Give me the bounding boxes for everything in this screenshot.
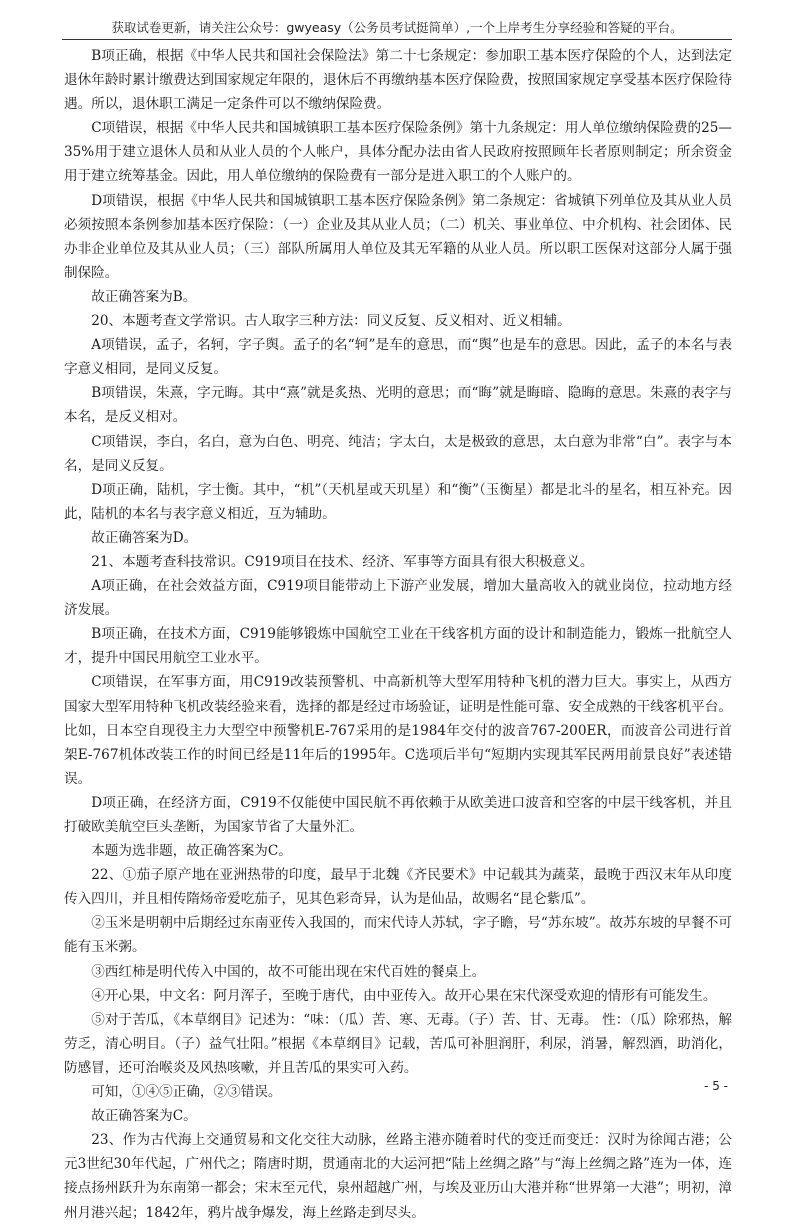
- paragraph: C项错误，李白，名白，意为白色、明亮、纯洁；字太白，太是极致的意思，太白意为非常“白”。表字与本名，是同义反复。: [64, 433, 732, 474]
- page-number: - 5 -: [704, 1079, 728, 1093]
- paragraph: A项正确，在社会效益方面，C919项目能带动上下游产业发展，增加大量高收入的就业岗位，拉动地方经济发展。: [64, 578, 732, 619]
- paragraph: D项错误，根据《中华人民共和国城镇职工基本医疗保险条例》第二条规定：省城镇下列单位及其从业人员必须按照本条例参加基本医疗保险：（一）企业及其从业人员；（二）机关、事业单位、中介机构、社会团体、民办非企业单位及其从业人员；（三）部队所属用人单位及其无军籍的从业人员。所以职工医保对这部分人属于强制保险。: [64, 192, 732, 281]
- paragraph: 21、本题考查科技常识。C919项目在技术、经济、军事等方面具有很大积极意义。: [91, 553, 594, 570]
- paragraph: 20、本题考查文学常识。古人取字三种方法：同义反复、反义相对、近义相辅。: [91, 313, 571, 330]
- paragraph: C项错误，在军事方面，用C919改装预警机、中高新机等大型军用特种飞机的潜力巨大。事实上，从西方国家大型军用特种飞机改装经验来看，选择的都是经过市场验证，证明是性能可靠、安全成熟的干线客机平台。比如，日本空自现役主力大型空中预警机E-767采用的是1984年交付的波音767-200ER，而波音公司进行首架E-767机体改装工作的时间已经是11年后的1995年。C选项后半句“短期内实现其军民两用前景良好”表述错误。: [64, 674, 732, 787]
- paragraph: B项正确，在技术方面，C919能够锻炼中国航空工业在干线客机方面的设计和制造能力，锻炼一批航空人才，提升中国民用航空工业水平。: [64, 626, 732, 667]
- document-body: [64, 44, 732, 1225]
- paragraph: A项错误，孟子，名轲，字子舆。孟子的名“轲”是车的意思，而“舆”也是车的意思。因此，孟子的本名与表字意义相同，是同义反复。: [64, 337, 732, 378]
- paragraph: ④开心果，中文名：阿月浑子，至晚于唐代，由中亚传入。故开心果在宋代深受欢迎的情形有可能发生。: [91, 987, 717, 1004]
- paragraph: ②玉米是明朝中后期经过东南亚传入我国的，而宋代诗人苏轼，字子瞻，号“苏东坡”。故苏东坡的早餐不可能有玉米粥。: [64, 915, 732, 956]
- paragraph: 本题为选非题，故正确答案为C。: [91, 843, 292, 860]
- header-divider: [62, 39, 732, 40]
- paragraph: 故正确答案为B。: [91, 288, 197, 305]
- paragraph: ③西红柿是明代传入中国的，故不可能出现在宋代百姓的餐桌上。: [91, 963, 486, 980]
- paragraph: ⑤对于苦瓜，《本草纲目》记述为：“味：（瓜）苦、寒、无毒。（子）苦、甘、无毒。 性：（瓜）除邪热，解劳乏，清心明目。（子）益气壮阳。”根据《本草纲目》记载，苦瓜可补胆润肝，利尿，消暑，解烈酒，助消化，防感冒，还可治喉炎及风热咳嗽，并且苦瓜的果实可入药。: [64, 1011, 732, 1076]
- paragraph: B项正确，根据《中华人民共和国社会保险法》第二十七条规定：参加职工基本医疗保险的个人，达到法定退休年龄时累计缴费达到国家规定年限的，退休后不再缴纳基本医疗保险费，按照国家规定享受基本医疗保险待遇。所以，退休职工满足一定条件可以不缴纳保险费。: [64, 48, 732, 113]
- paragraph: 22、①茄子原产地在亚洲热带的印度，最早于北魏《齐民要术》中记载其为蔬菜，最晚于西汉末年从印度传入四川，并且相传隋炀帝爱吃茄子，见其色彩奇异，认为是仙品，故赐名“昆仑紫瓜”。: [64, 867, 732, 908]
- paragraph: 故正确答案为C。: [91, 1108, 197, 1125]
- paragraph: B项错误，朱熹，字元晦。其中“熹”就是炙热、光明的意思；而“晦”就是晦暗、隐晦的意思。朱熹的表字与本名，是反义相对。: [64, 385, 732, 426]
- paragraph: D项正确，陆机，字士衡。其中，“机”（天机星或天玑星）和“衡”（玉衡星）都是北斗的星名，相互补充。因此，陆机的本名与表字意义相近，互为辅助。: [64, 481, 732, 522]
- paragraph: 故正确答案为D。: [91, 529, 198, 546]
- paragraph: D项正确，在经济方面，C919不仅能使中国民航不再依赖于从欧美进口波音和空客的中层干线客机，并且打破欧美航空巨头垄断，为国家节省了大量外汇。: [64, 794, 732, 835]
- paragraph: C项错误，根据《中华人民共和国城镇职工基本医疗保险条例》第十九条规定：用人单位缴纳保险费的25—35%用于建立退休人员和从业人员的个人帐户，具体分配办法由省人民政府按照顾年长者原则制定；所余资金用于建立统筹基金。因此，用人单位缴纳的保险费有一部分是进入职工的个人账户的。: [64, 120, 732, 185]
- paragraph: 可知，①④⑤正确，②③错误。: [91, 1084, 282, 1101]
- page-header: 获取试卷更新，请关注公众号：gwyeasy（公务员考试挺简单）,一个上岸考生分享经验和答疑的平台。: [111, 20, 683, 35]
- paragraph: 23、作为古代海上交通贸易和文化交往大动脉，丝路主港亦随着时代的变迁而变迁：汉时为徐闻古港；公元3世纪30年代起，广州代之；隋唐时期，贯通南北的大运河把“陆上丝绸之路”与“海上丝绸之路”连为一体，连接点扬州跃升为东南第一都会；宋末至元代，泉州超越广州，与埃及亚历山大港并称“世界第一大港”；明初，漳州月港兴起；1842年，鸦片战争爆发，海上丝路走到尽头。: [64, 1132, 732, 1221]
